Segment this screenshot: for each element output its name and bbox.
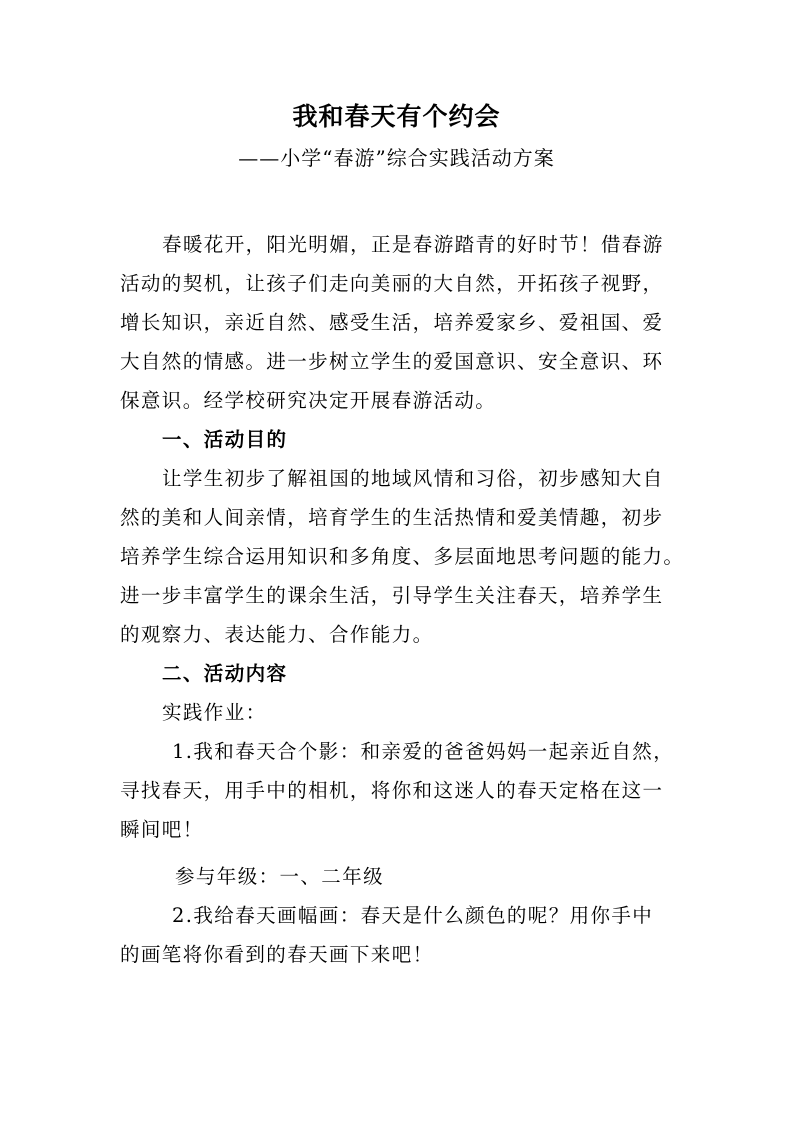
document-subtitle: ——小学“春游”综合实践活动方案 — [238, 146, 555, 170]
intro-line: 活动的契机，让孩子们走向美丽的大自然，开拓孩子视野， — [120, 272, 664, 295]
purpose-line: 进一步丰富学生的课余生活，引导学生关注春天，培养学生 — [120, 584, 664, 607]
purpose-line: 的观察力、表达能力、合作能力。 — [120, 623, 434, 646]
section-heading-content: 二、活动内容 — [162, 662, 288, 685]
section-heading-purpose: 一、活动目的 — [162, 428, 288, 451]
item1-line: 1.我和春天合个影：和亲爱的爸爸妈妈一起亲近自然， — [172, 740, 675, 763]
purpose-line: 然的美和人间亲情，培育学生的生活热情和爱美情趣，初步 — [120, 506, 664, 529]
purpose-line: 培养学生综合运用知识和多角度、多层面地思考问题的能力。 — [120, 545, 685, 568]
item1-line: 寻找春天，用手中的相机，将你和这迷人的春天定格在这一 — [120, 779, 664, 802]
document-body — [120, 225, 685, 974]
purpose-line: 让学生初步了解祖国的地域风情和习俗，初步感知大自 — [162, 467, 664, 490]
item1-line: 瞬间吧！ — [120, 818, 204, 841]
item2-line: 2.我给春天画幅画：春天是什么颜色的呢？用你手中 — [172, 904, 654, 927]
grade-line: 参与年级：一、二年级 — [175, 865, 385, 888]
intro-line: 保意识。经学校研究决定开展春游活动。 — [120, 389, 497, 412]
item2-line: 的画笔将你看到的春天画下来吧！ — [120, 943, 434, 966]
intro-line: 增长知识，亲近自然、感受生活，培养爱家乡、爱祖国、爱 — [120, 311, 664, 334]
practice-label: 实践作业： — [162, 701, 267, 724]
document-title: 我和春天有个约会 — [292, 102, 501, 131]
intro-line: 大自然的情感。进一步树立学生的爱国意识、安全意识、环 — [120, 350, 664, 373]
intro-line: 春暖花开，阳光明媚，正是春游踏青的好时节！借春游 — [162, 233, 664, 256]
